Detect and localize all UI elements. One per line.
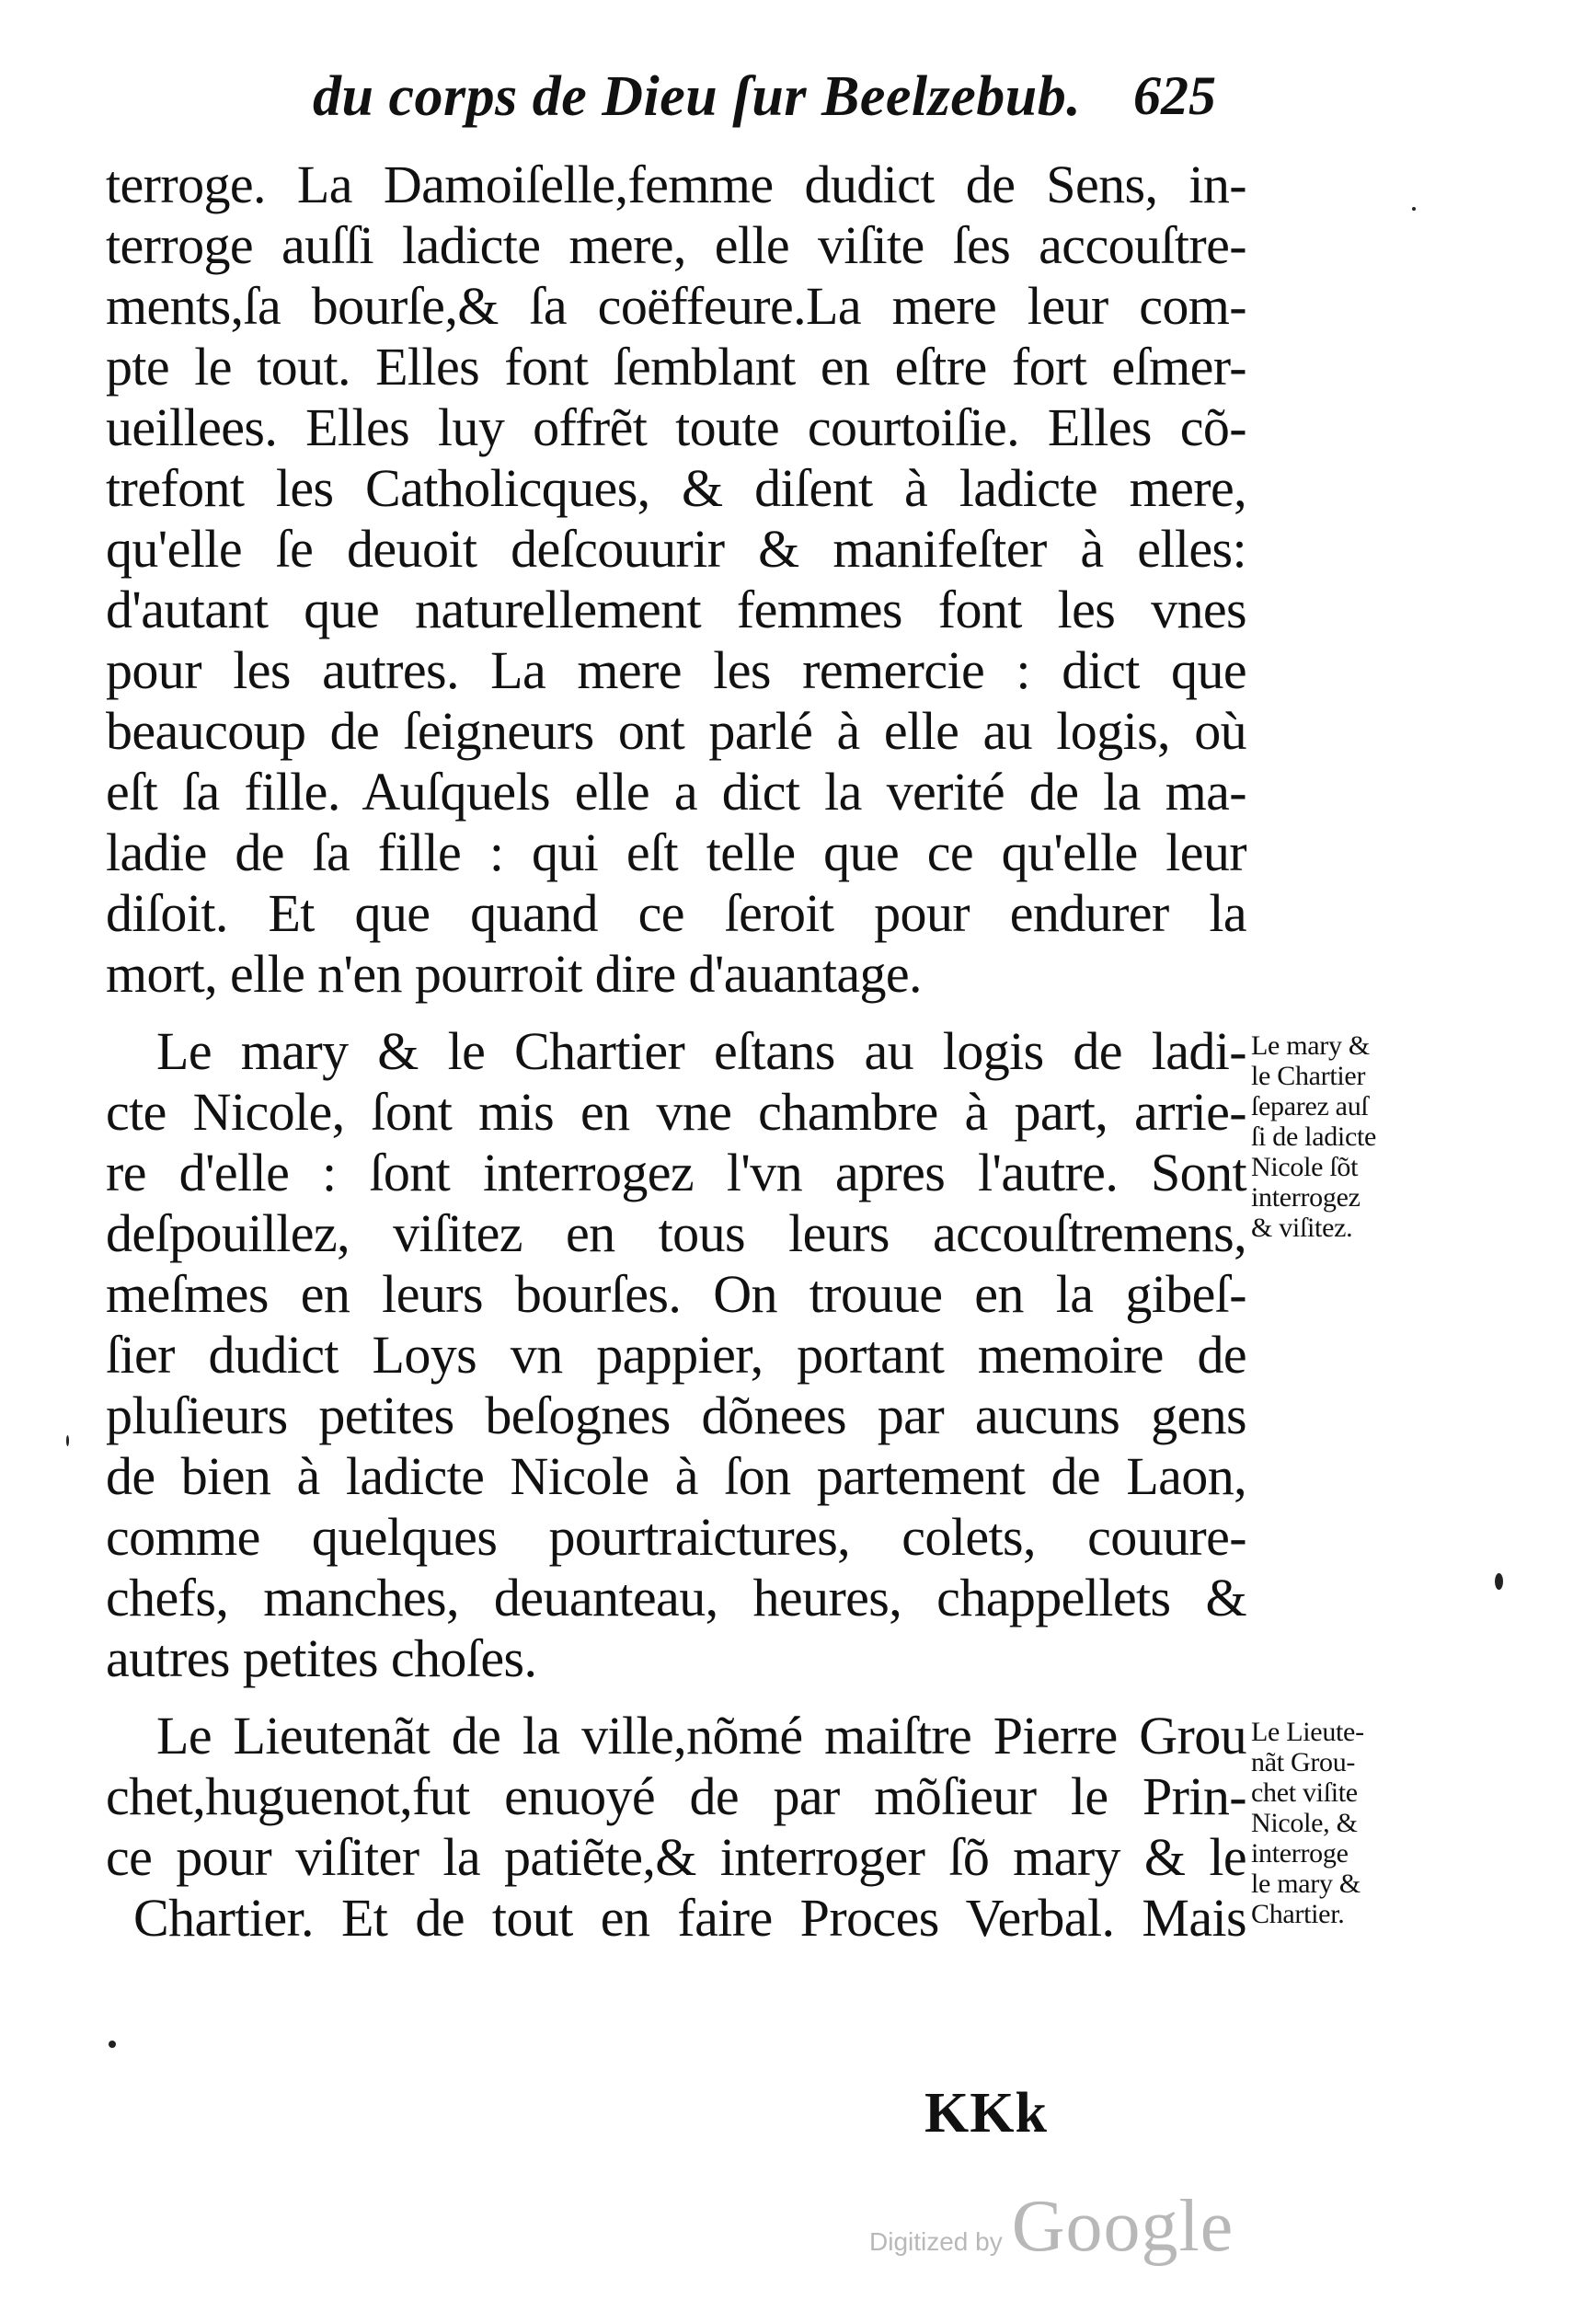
- signature-mark: KKk: [924, 2082, 1048, 2145]
- ink-speck: [1495, 1573, 1503, 1590]
- margin-note-line: nãt Grou-: [1251, 1747, 1356, 1777]
- text-line: Chartier. Et de tout en faire Proces Verbal. Mais: [133, 1888, 1246, 1948]
- text-line: autres petites choſes.: [106, 1628, 537, 1688]
- digitization-watermark: [869, 2185, 1234, 2269]
- margin-note-line: & viſitez.: [1251, 1213, 1353, 1243]
- text-line: pour les autres. La mere les remercie : dict que: [106, 640, 1246, 700]
- text-line: ſier dudict Loys vn pappier, portant memoire de: [106, 1325, 1246, 1385]
- text-line: mort, elle n'en pourroit dire d'auantage.: [106, 944, 922, 1004]
- text-line: de bien à ladicte Nicole à ſon partement de Laon,: [106, 1446, 1246, 1506]
- text-line: qu'elle ſe deuoit deſcouurir & manifeſter à elles:: [106, 519, 1246, 579]
- text-line: eſt ſa fille. Auſquels elle a dict la verité de la ma-: [106, 762, 1246, 822]
- margin-note-line: chet viſite: [1251, 1777, 1358, 1808]
- text-line: d'autant que naturellement femmes font les vnes: [106, 580, 1246, 639]
- margin-note: [1251, 1717, 1417, 1929]
- text-line: pluſieurs petites beſognes dõnees par aucuns gens: [106, 1386, 1246, 1445]
- text-line: comme quelques pourtraictures, colets, couure-: [106, 1507, 1246, 1567]
- margin-note-line: interrogez: [1251, 1182, 1361, 1213]
- running-head: du corps de Dieu ſur Beelzebub.: [313, 65, 1082, 128]
- margin-note-line: Nicole, &: [1251, 1808, 1358, 1838]
- text-line: beaucoup de ſeigneurs ont parlé à elle au logis, où: [106, 701, 1246, 761]
- margin-note: [1251, 1030, 1417, 1243]
- text-line: diſoit. Et que quand ce ſeroit pour endurer la: [106, 883, 1246, 943]
- text-line: chefs, manches, deuanteau, heures, chappellets &: [106, 1568, 1246, 1627]
- page-number: 625: [1133, 65, 1216, 126]
- text-line: Le Lieutenãt de la ville,nõmé maiſtre Pierre Grou: [156, 1706, 1246, 1765]
- text-line: pte le tout. Elles font ſemblant en eſtre fort eſmer-: [106, 337, 1246, 397]
- margin-note-line: Le mary &: [1251, 1030, 1370, 1061]
- text-line: terroge. La Damoiſelle,femme dudict de Sens, in-: [106, 155, 1246, 214]
- text-line: cte Nicole, ſont mis en vne chambre à part, arrie-: [106, 1082, 1246, 1142]
- text-line: ce pour viſiter la patiẽte,& interroger ſõ mary & le: [106, 1827, 1246, 1887]
- text-line: meſmes en leurs bourſes. On trouue en la gibeſ-: [106, 1264, 1246, 1324]
- text-line: ueillees. Elles luy offrẽt toute courtoiſie. Elles cõ-: [106, 397, 1246, 457]
- margin-note-line: interroge: [1251, 1838, 1349, 1869]
- watermark-brand: Google: [1011, 2186, 1234, 2267]
- ink-speck: [109, 2041, 116, 2048]
- text-line: deſpouillez, viſitez en tous leurs accouſtremens,: [106, 1203, 1246, 1263]
- text-line: trefont les Catholicques, & diſent à ladicte mere,: [106, 458, 1246, 518]
- text-line: ments,ſa bourſe,& ſa coëffeure.La mere leur com-: [106, 276, 1246, 336]
- text-line: re d'elle : ſont interrogez l'vn apres l'autre. Sont: [106, 1143, 1246, 1202]
- text-line: chet,huguenot,fut enuoyé de par mõſieur le Prin-: [106, 1766, 1246, 1826]
- margin-note-line: Nicole ſõt: [1251, 1152, 1359, 1182]
- margin-note-line: ſeparez auſ: [1251, 1091, 1369, 1121]
- ink-speck: [66, 1435, 69, 1446]
- margin-note-line: le mary &: [1251, 1869, 1361, 1899]
- ink-speck: [1412, 207, 1416, 211]
- text-line: terroge auſſi ladicte mere, elle viſite ſes accouſtre-: [106, 215, 1246, 275]
- text-line: ladie de ſa fille : qui eſt telle que ce qu'elle leur: [106, 822, 1246, 882]
- watermark-prefix: Digitized by: [869, 2227, 1003, 2256]
- text-line: Le mary & le Chartier eſtans au logis de ladi-: [156, 1021, 1246, 1081]
- margin-note-line: Le Lieute-: [1251, 1717, 1364, 1747]
- margin-note-line: ſi de ladicte: [1251, 1121, 1377, 1152]
- margin-note-line: Chartier.: [1251, 1899, 1345, 1929]
- margin-note-line: le Chartier: [1251, 1061, 1366, 1091]
